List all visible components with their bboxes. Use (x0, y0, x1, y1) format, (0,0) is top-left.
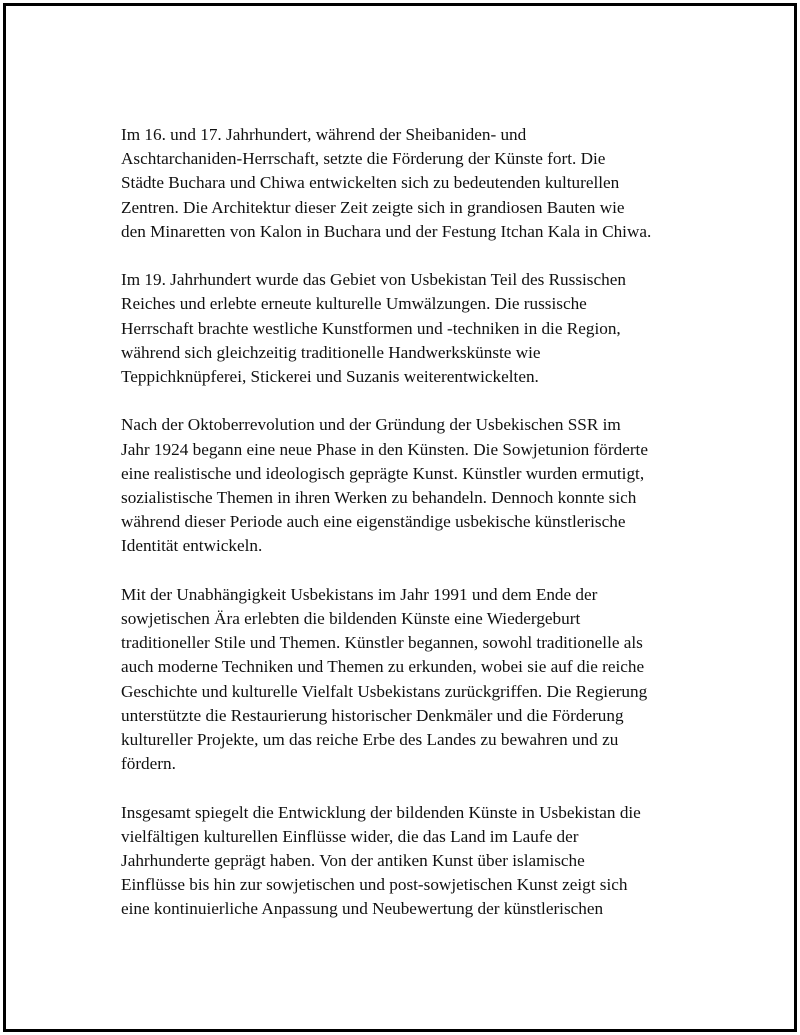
paragraph-4 (121, 583, 696, 777)
paragraph-1 (121, 123, 696, 244)
text-line: Im 19. Jahrhundert wurde das Gebiet von Usbekistan Teil des Russischen (121, 270, 626, 290)
text-line: den Minaretten von Kalon in Buchara und der Festung Itchan Kala in Chiwa. (121, 221, 652, 241)
page-frame (3, 3, 797, 1032)
text-line: während sich gleichzeitig traditionelle Handwerkskünste wie (121, 342, 541, 362)
text-line: Im 16. und 17. Jahrhundert, während der Sheibaniden- und (121, 125, 527, 144)
text-line: Jahrhunderte geprägt haben. Von der antiken Kunst über islamische (121, 851, 585, 871)
paragraph-5 (121, 801, 696, 922)
text-line: Mit der Unabhängigkeit Usbekistans im Jahr 1991 und dem Ende der (121, 584, 598, 604)
text-line: Jahr 1924 begann eine neue Phase in den Künsten. Die Sowjetunion förderte (121, 439, 648, 459)
paragraph-2 (121, 268, 696, 389)
text-line: eine kontinuierliche Anpassung und Neubewertung der künstlerischen (121, 899, 604, 919)
text-line: fördern. (121, 754, 176, 774)
text-line: Zentren. Die Architektur dieser Zeit zeigte sich in grandiosen Bauten wie (121, 197, 625, 217)
text-line: sowjetischen Ära erlebten die bildenden Künste eine Wiedergeburt (121, 609, 581, 629)
text-line: Insgesamt spiegelt die Entwicklung der bildenden Künste in Usbekistan die (121, 802, 641, 822)
text-line: sozialistische Themen in ihren Werken zu behandeln. Dennoch konnte sich (121, 488, 637, 508)
text-line: auch moderne Techniken und Themen zu erkunden, wobei sie auf die reiche (121, 657, 645, 677)
text-line: Aschtarchaniden-Herrschaft, setzte die Förderung der Künste fort. Die (121, 149, 606, 169)
text-line: traditioneller Stile und Themen. Künstler begannen, sowohl traditionelle als (121, 633, 643, 653)
text-line: Reiches und erlebte erneute kulturelle Umwälzungen. Die russische (121, 294, 587, 314)
text-line: Identität entwickeln. (121, 536, 263, 556)
text-line: Nach der Oktoberrevolution und der Gründung der Usbekischen SSR im (121, 415, 621, 435)
text-line: unterstützte die Restaurierung historischer Denkmäler und die Förderung (121, 705, 624, 725)
text-line: Herrschaft brachte westliche Kunstformen und -techniken in die Region, (121, 318, 621, 338)
text-line: eine realistische und ideologisch geprägte Kunst. Künstler wurden ermutigt, (121, 463, 645, 483)
paragraph-3 (121, 413, 696, 558)
text-line: Städte Buchara und Chiwa entwickelten sich zu bedeutenden kulturellen (121, 173, 620, 193)
text-line: kultureller Projekte, um das reiche Erbe des Landes zu bewahren und zu (121, 730, 619, 750)
text-line: Geschichte und kulturelle Vielfalt Usbekistans zurückgriffen. Die Regierung (121, 681, 648, 701)
text-line: während dieser Periode auch eine eigenständige usbekische künstlerische (121, 512, 626, 532)
text-line: Einflüsse bis hin zur sowjetischen und post-sowjetischen Kunst zeigt sich (121, 875, 628, 895)
text-line: Teppichknüpferei, Stickerei und Suzanis weiterentwickelten. (121, 367, 539, 387)
text-line: vielfältigen kulturellen Einflüsse wider, die das Land im Laufe der (121, 826, 579, 846)
document-body (121, 123, 696, 946)
